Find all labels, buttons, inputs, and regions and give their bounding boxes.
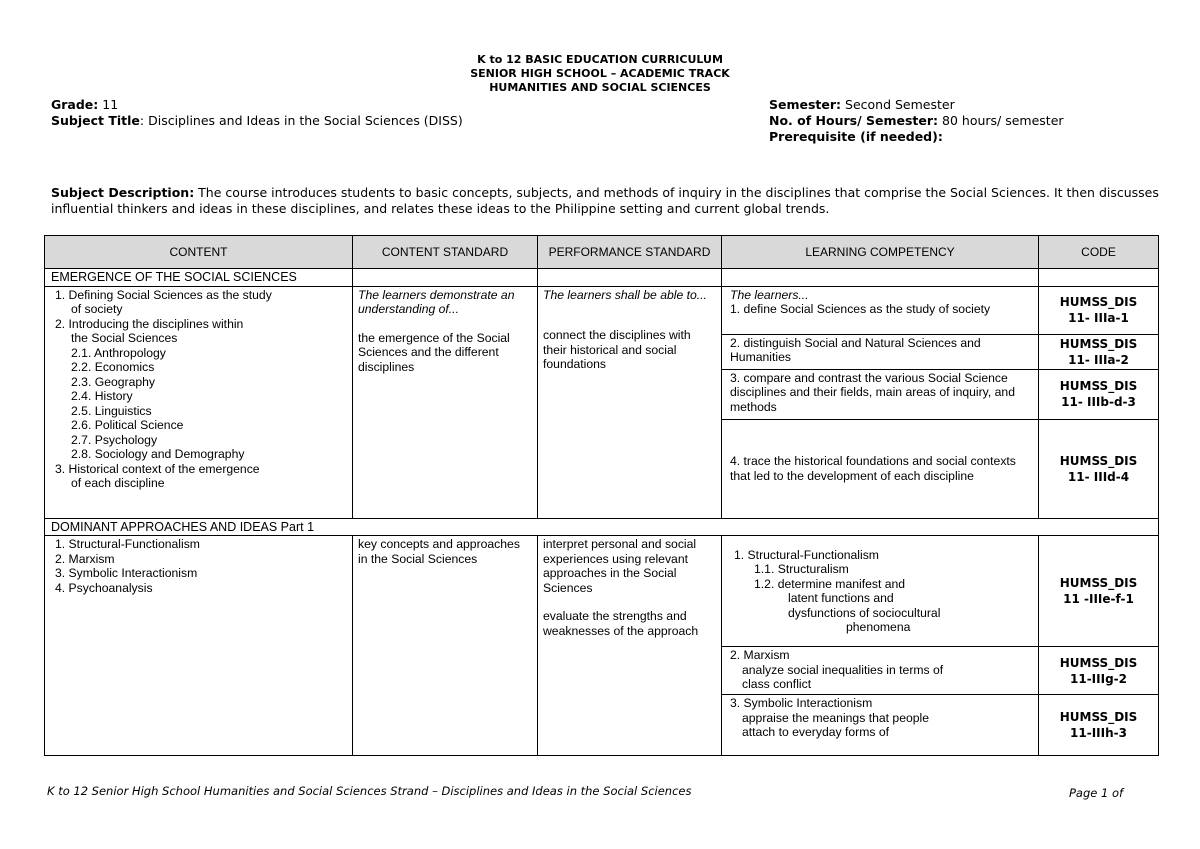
grade-line <box>51 97 463 113</box>
code-line: 11 -IIIe-f-1 <box>1063 592 1134 606</box>
competency-line: 1. Structural-Functionalism <box>734 547 879 562</box>
competency-line: attach to everyday forms of <box>742 725 889 739</box>
competency-cell <box>722 695 1039 756</box>
list-item: 2.7. Psychology <box>71 432 158 447</box>
list-item: 2. Marxism <box>55 551 115 566</box>
section-row <box>45 518 1159 536</box>
grade-value: 11 <box>98 97 119 112</box>
code-line: HUMSS_DIS <box>1059 710 1138 724</box>
competency-line: dysfunctions of sociocultural <box>788 605 941 620</box>
code-line: HUMSS_DIS <box>1059 576 1138 590</box>
subject-value: : Disciplines and Ideas in the Social Sciences (DISS) <box>139 113 463 128</box>
competency-line: class conflict <box>742 677 812 691</box>
empty-cell <box>538 269 722 287</box>
table-header-row <box>45 236 1159 269</box>
competency-cell <box>722 536 1039 647</box>
curriculum-table <box>44 235 1159 756</box>
subject-line <box>51 113 463 129</box>
hours-line <box>769 113 1064 129</box>
competency-cell <box>722 419 1039 518</box>
competency-line: 1.1. Structuralism <box>754 562 849 576</box>
competency-line: phenomena <box>846 620 911 634</box>
list-item: 2.5. Linguistics <box>71 403 152 418</box>
code-line: HUMSS_DIS <box>1059 379 1138 393</box>
semester-value: Second Semester <box>841 97 955 112</box>
list-item: 2. Introducing the disciplines within <box>55 316 244 331</box>
list-item: of society <box>71 302 123 316</box>
section-title: DOMINANT APPROACHES AND IDEAS Part 1 <box>45 518 1159 536</box>
header-line-1: K to 12 BASIC EDUCATION CURRICULUM <box>477 53 723 66</box>
ps-text: interpret personal and social experiences using relevant approaches in the Social Sciences <box>543 537 697 595</box>
competency-cell <box>722 334 1039 369</box>
competency-text: 2. distinguish Social and Natural Sciences and Humanities <box>730 335 981 364</box>
empty-cell <box>722 269 1039 287</box>
performance-standard-cell <box>538 536 722 756</box>
competency-cell <box>722 369 1039 419</box>
footer-title: K to 12 Senior High School Humanities and Social Sciences Strand – Disciplines and Ideas in the Social Sciences <box>47 784 692 798</box>
document-header <box>0 53 1200 95</box>
code-cell <box>1039 286 1159 334</box>
subject-description <box>51 185 1161 217</box>
list-item: the Social Sciences <box>71 331 178 345</box>
list-item: 1. Structural-Functionalism <box>55 537 200 551</box>
performance-standard-cell <box>538 286 722 518</box>
competency-line: latent functions and <box>788 591 894 605</box>
prereq-line <box>769 129 1064 145</box>
meta-left <box>51 97 463 129</box>
competency-line: appraise the meanings that people <box>742 710 930 725</box>
code-line: 11-IIIg-2 <box>1070 671 1127 686</box>
grade-label: Grade: <box>51 97 99 112</box>
empty-cell <box>353 269 538 287</box>
cs-text: key concepts and approaches in the Social Sciences <box>358 537 520 566</box>
cs-intro: The learners demonstrate an understanding of... <box>358 287 515 316</box>
empty-cell <box>1039 269 1159 287</box>
semester-line <box>769 97 1064 113</box>
competency-line: analyze social inequalities in terms of <box>742 662 944 677</box>
code-cell <box>1039 419 1159 518</box>
content-cell <box>45 286 353 518</box>
header-line-3: HUMANITIES AND SOCIAL SCIENCES <box>489 81 711 94</box>
code-line: 11- IIIa-1 <box>1068 311 1129 325</box>
section-title: EMERGENCE OF THE SOCIAL SCIENCES <box>45 269 353 287</box>
code-line: HUMSS_DIS <box>1059 295 1138 309</box>
lc-intro: The learners... <box>730 287 809 302</box>
cs-text: the emergence of the Social Sciences and the different disciplines <box>358 330 510 374</box>
competency-text: 3. compare and contrast the various Social Science disciplines and their fields, main areas of inquiry, and methods <box>730 370 1015 414</box>
prereq-label: Prerequisite (if needed): <box>769 129 943 144</box>
competency-line: 1.2. determine manifest and <box>754 576 906 591</box>
list-item: of each discipline <box>71 476 165 490</box>
list-item: 2.1. Anthropology <box>71 345 166 360</box>
list-item: 4. Psychoanalysis <box>55 580 153 595</box>
description-text: The course introduces students to basic concepts, subjects, and methods of inquiry in the disciplines that comprise the Social Sciences. It then discusses influential thinkers and ideas in these disciplines, and relates these ideas to the Philippine setting and current global trends. <box>51 185 1159 216</box>
code-cell <box>1039 647 1159 695</box>
content-standard-cell <box>353 286 538 518</box>
content-cell <box>45 536 353 756</box>
code-line: HUMSS_DIS <box>1059 336 1138 351</box>
header-content-standard: CONTENT STANDARD <box>353 236 538 269</box>
competency-cell <box>722 286 1039 334</box>
list-item: 3. Historical context of the emergence <box>55 461 260 476</box>
code-line: 11- IIIb-d-3 <box>1061 395 1136 409</box>
header-content: CONTENT <box>45 236 353 269</box>
code-cell <box>1039 695 1159 756</box>
semester-label: Semester: <box>769 97 842 112</box>
header-performance-standard: PERFORMANCE STANDARD <box>538 236 722 269</box>
competency-cell <box>722 647 1039 695</box>
code-cell <box>1039 536 1159 647</box>
competency-line: 3. Symbolic Interactionism <box>730 696 873 710</box>
code-cell <box>1039 369 1159 419</box>
competency-text: 1. define Social Sciences as the study of society <box>730 302 991 316</box>
competency-line: 2. Marxism <box>730 648 790 662</box>
page-number: Page 1 of <box>1069 786 1124 800</box>
list-item: 2.2. Economics <box>71 360 155 374</box>
content-standard-cell <box>353 536 538 756</box>
list-item: 1. Defining Social Sciences as the study <box>55 287 272 302</box>
description-label: Subject Description: <box>51 185 195 200</box>
subject-label: Subject Title <box>51 113 140 128</box>
header-learning-competency: LEARNING COMPETENCY <box>722 236 1039 269</box>
meta-right <box>769 97 1064 145</box>
list-item: 2.4. History <box>71 389 133 403</box>
table-row <box>45 536 1159 647</box>
code-line: 11- IIIa-2 <box>1068 352 1129 367</box>
table-row <box>45 286 1159 334</box>
hours-value: 80 hours/ semester <box>938 113 1064 128</box>
code-line: 11-IIIh-3 <box>1070 726 1127 740</box>
list-item: 3. Symbolic Interactionism <box>55 566 198 580</box>
ps-text: evaluate the strengths and weaknesses of the approach <box>543 609 699 638</box>
hours-label: No. of Hours/ Semester: <box>769 113 939 128</box>
code-cell <box>1039 334 1159 369</box>
code-line: 11- IIId-4 <box>1067 469 1130 484</box>
list-item: 2.3. Geography <box>71 374 156 389</box>
header-code: CODE <box>1039 236 1159 269</box>
header-line-2: SENIOR HIGH SCHOOL – ACADEMIC TRACK <box>470 67 730 80</box>
code-line: HUMSS_DIS <box>1059 655 1138 670</box>
ps-text: connect the disciplines with their historical and social foundations <box>543 328 691 371</box>
ps-intro: The learners shall be able to... <box>543 287 707 302</box>
list-item: 2.8. Sociology and Demography <box>71 447 245 461</box>
list-item: 2.6. Political Science <box>71 418 184 432</box>
competency-text: 4. trace the historical foundations and social contexts that led to the development of each discipline <box>730 454 1016 483</box>
section-row <box>45 269 1159 287</box>
code-line: HUMSS_DIS <box>1059 453 1138 468</box>
